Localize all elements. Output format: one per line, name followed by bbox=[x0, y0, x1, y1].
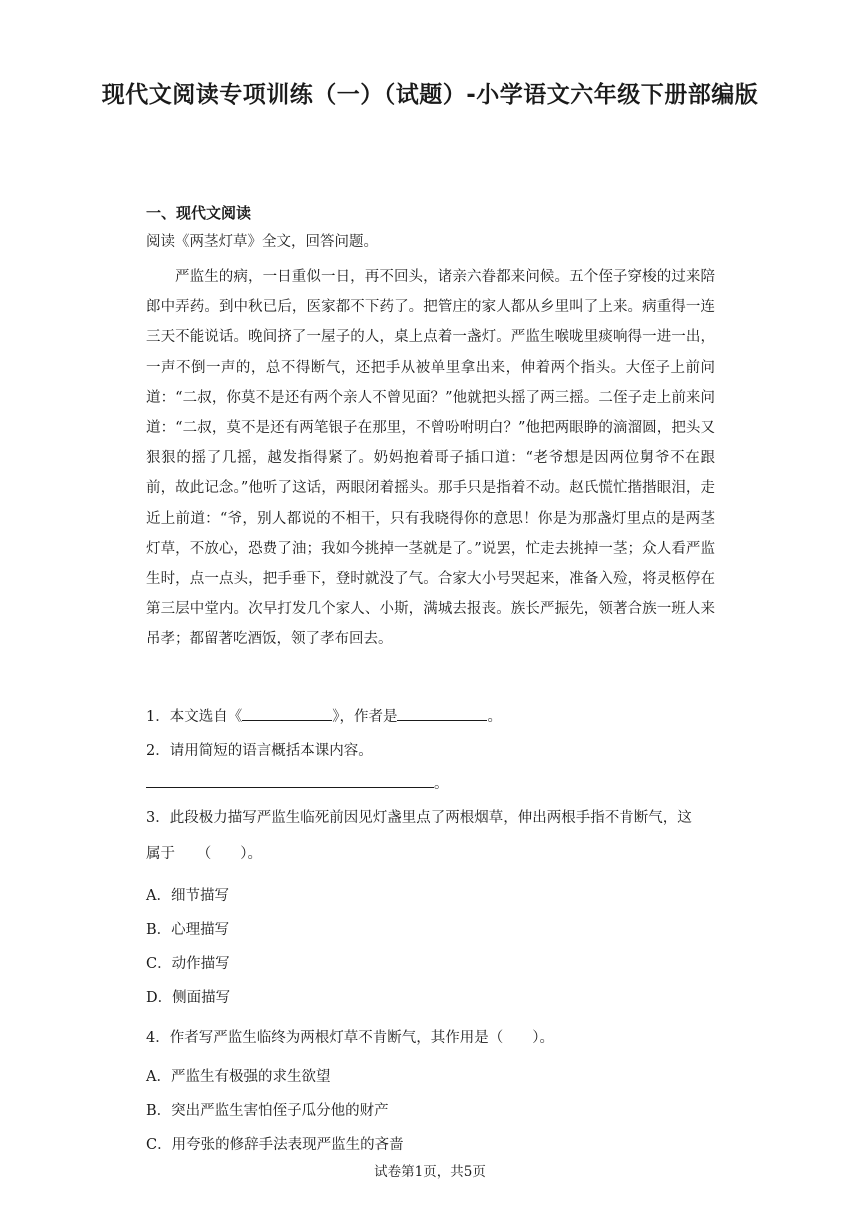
question-2-answer bbox=[146, 772, 449, 793]
question-2: 2．请用简短的语言概括本课内容。 bbox=[146, 743, 373, 759]
option-a[interactable]: A．严监生有极强的求生欲望 bbox=[146, 1069, 331, 1085]
option-b[interactable]: B．心理描写 bbox=[146, 922, 230, 938]
answer-blank[interactable] bbox=[397, 706, 487, 721]
question-2-end: 。 bbox=[434, 776, 449, 792]
question-1 bbox=[146, 705, 502, 726]
option-d[interactable]: D．侧面描写 bbox=[146, 990, 231, 1006]
question-3-line-1: 3．此段极力描写严监生临死前因见灯盏里点了两根烟草，伸出两根手指不肯断气，这 bbox=[146, 810, 692, 826]
question-1-text-b: 》，作者是 bbox=[332, 709, 398, 725]
option-a[interactable]: A．细节描写 bbox=[146, 888, 229, 904]
reading-passage: 严监生的病，一日重似一日，再不回头，诸亲六眷都来问候。五个侄子穿梭的过来陪郎中弄药。到中秋已后，医家都不下药了。把管庄的家人都从乡里叫了上来。病重得一连三天不能说话。晚间挤了一屋子的人，桌上点着一盏灯。严监生喉咙里痰响得一进一出，一声不倒一声的，总不得断气，还把手从被单里拿出来，伸着两个指头。大侄子上前问道：“二叔，你莫不是还有两个亲人不曾见面？”他就把头摇了两三摇。二侄子走上前来问道：“二叔，莫不是还有两笔银子在那里，不曾吩咐明白？”他把两眼睁的滴溜圆，把头又狠狠的摇了几摇，越发指得紧了。奶妈抱着哥子插口道：“老爷想是因两位舅爷不在跟前，故此记念。”他听了这话，两眼闭着摇头。那手只是指着不动。赵氏慌忙揩揩眼泪，走近上前道：“爷，别人都说的不相干，只有我晓得你的意思！你是为那盏灯里点的是两茎灯草，不放心，恐费了油；我如今挑掉一茎就是了。”说罢，忙走去挑掉一茎；众人看严监生时，点一点头，把手垂下，登时就没了气。合家大小号哭起来，准备入殓，将灵柩停在第三层中堂内。次早打发几个家人、小斯，满城去报丧。族长严振先，领著合族一班人来吊孝；都留著吃酒饭，领了孝布回去。 bbox=[146, 269, 715, 648]
answer-blank[interactable] bbox=[242, 706, 332, 721]
question-4: 4．作者写严监生临终为两根灯草不肯断气，其作用是（ ）。 bbox=[146, 1030, 554, 1046]
option-c[interactable]: C．动作描写 bbox=[146, 956, 230, 972]
option-b[interactable]: B．突出严监生害怕侄子瓜分他的财产 bbox=[146, 1103, 389, 1119]
page-footer: 试卷第1页，共5页 bbox=[374, 1164, 486, 1180]
question-3 bbox=[146, 800, 716, 872]
page-title: 现代文阅读专项训练（一）（试题）-小学语文六年级下册部编版 bbox=[101, 82, 759, 108]
question-3-line-2: 属于 （ ）。 bbox=[146, 846, 262, 862]
question-1-text-c: 。 bbox=[487, 709, 502, 725]
reading-instruction: 阅读《两茎灯草》全文，回答问题。 bbox=[146, 234, 378, 250]
option-c[interactable]: C．用夸张的修辞手法表现严监生的吝啬 bbox=[146, 1137, 404, 1153]
question-1-text-a: 1．本文选自《 bbox=[146, 709, 243, 725]
answer-blank[interactable] bbox=[146, 773, 434, 788]
section-heading: 一、现代文阅读 bbox=[146, 204, 252, 222]
